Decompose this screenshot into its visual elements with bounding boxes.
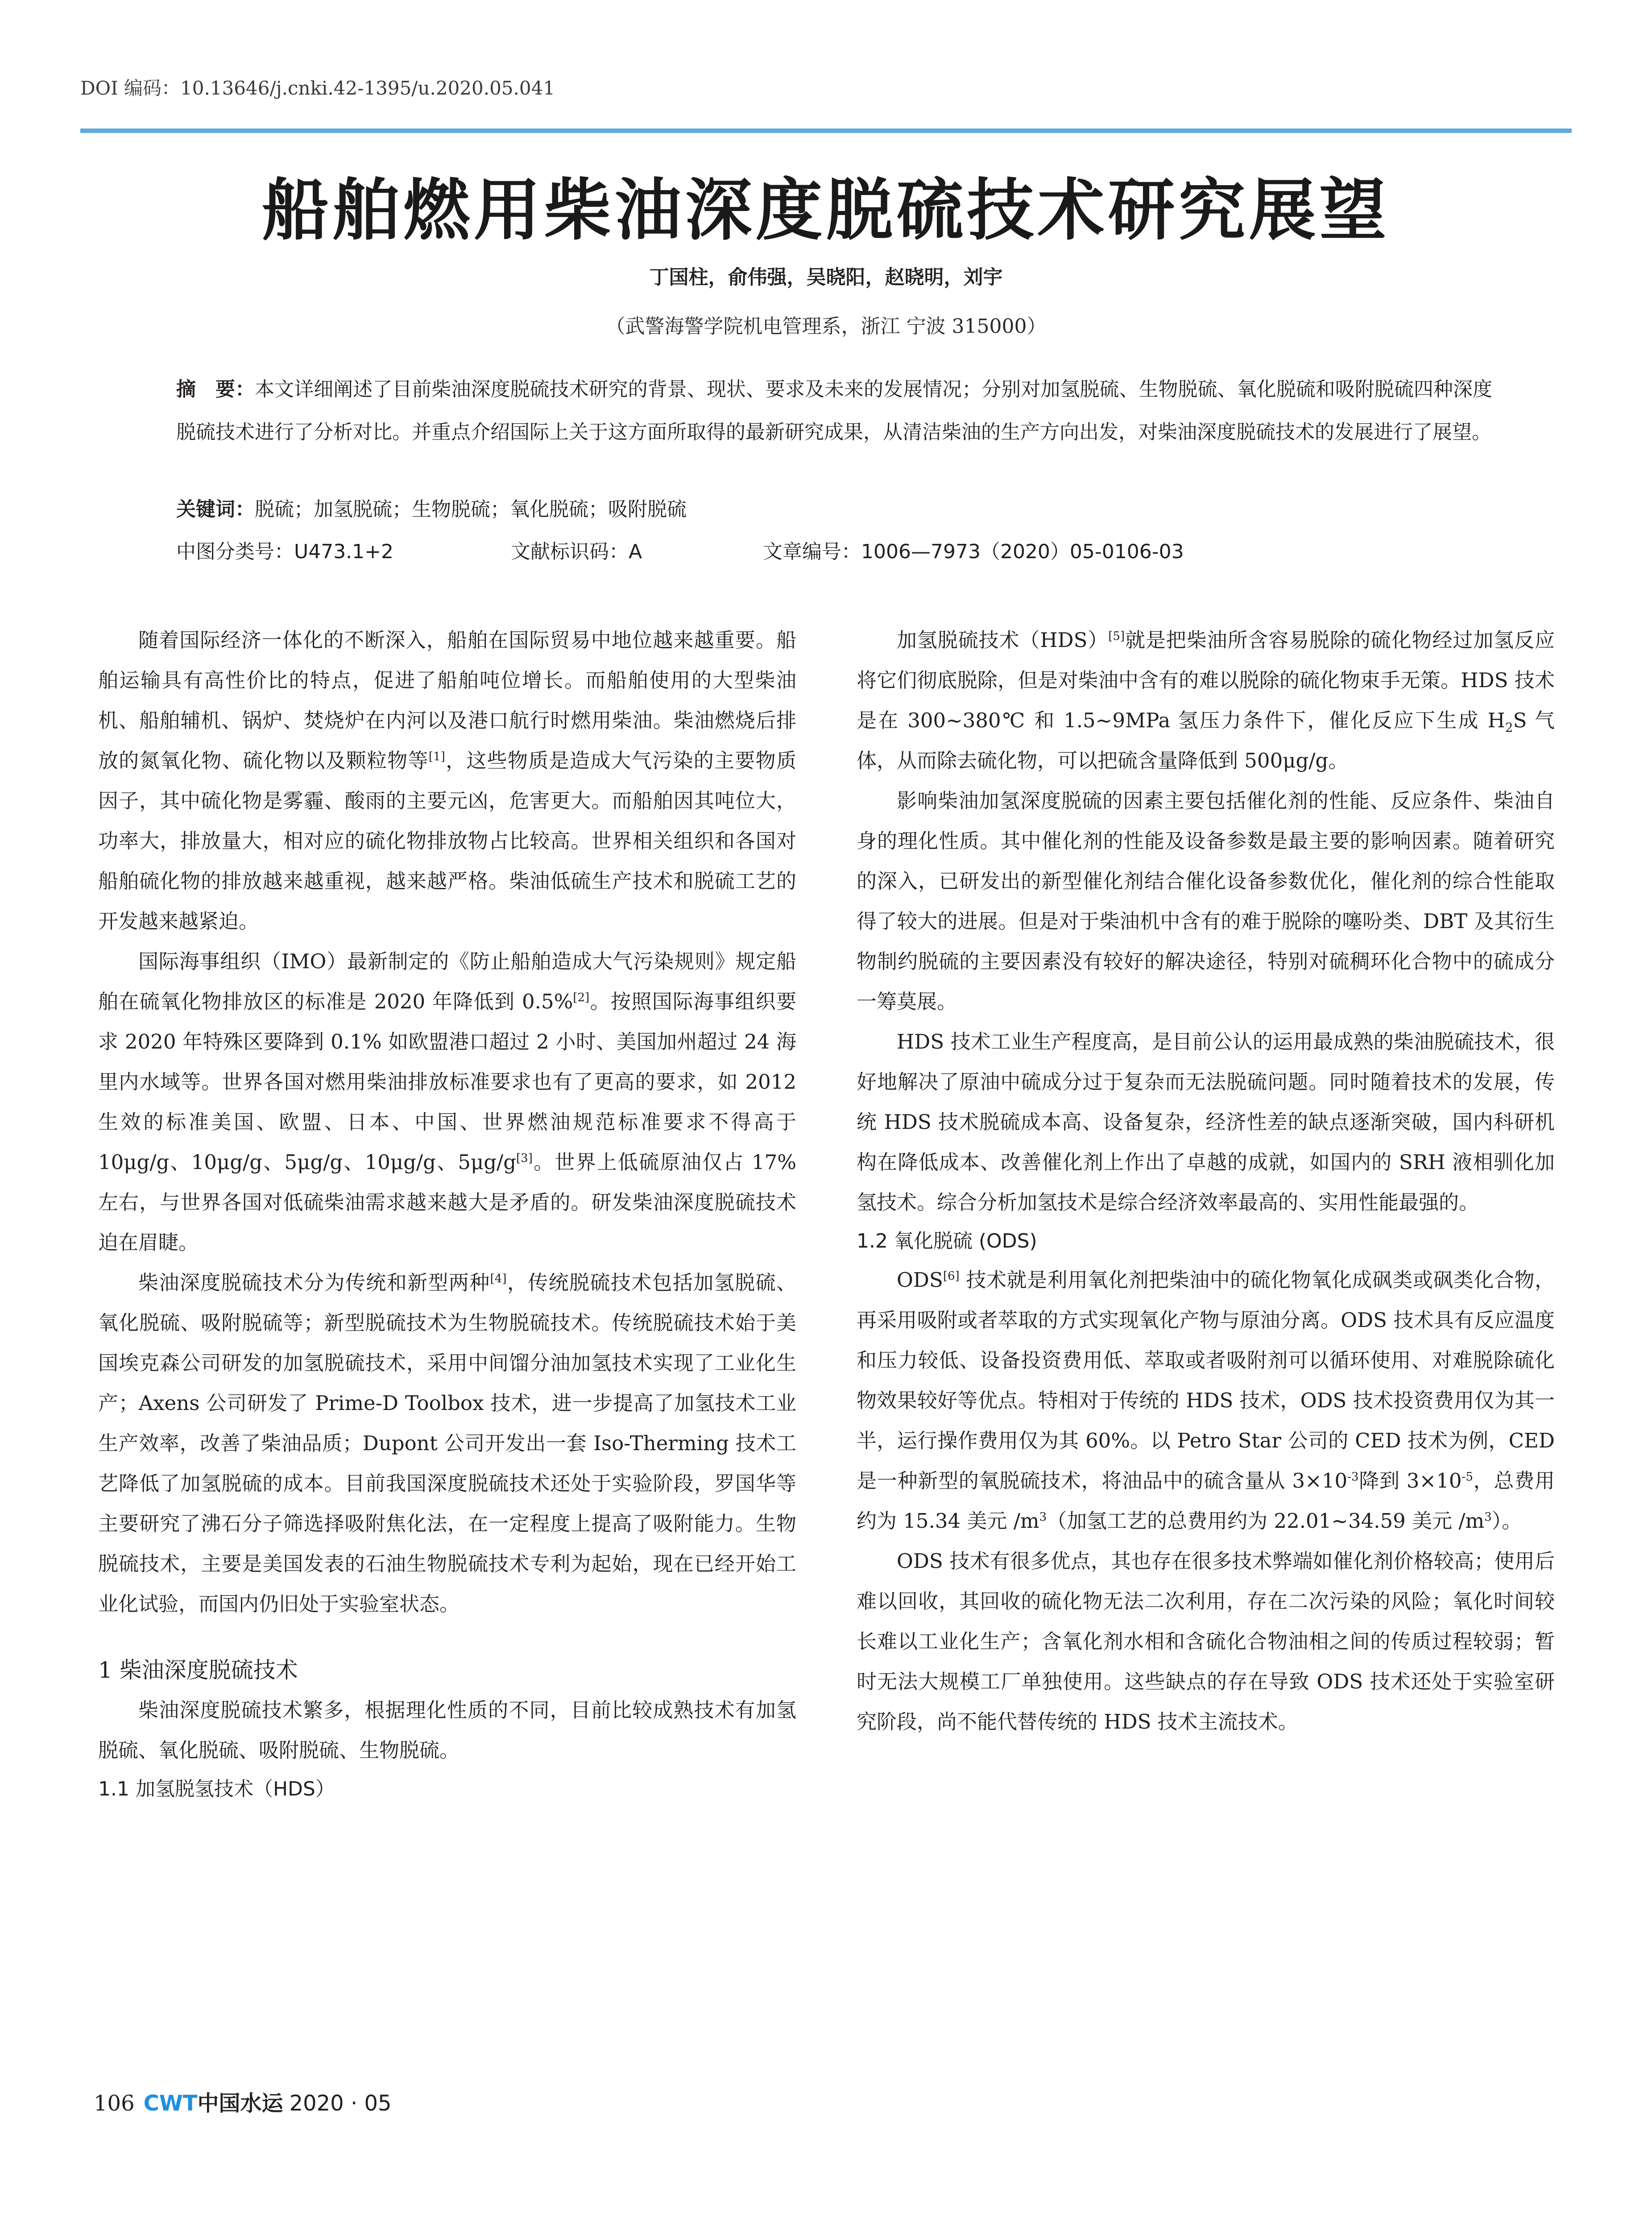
subsection-heading: 1.1 加氢脱氢技术（HDS） <box>98 1778 335 1800</box>
abstract-label: 摘 要： <box>176 378 255 401</box>
abstract-text: 本文详细阐述了目前柴油深度脱硫技术研究的背景、现状、要求及未来的发展情况；分别对加氢脱硫、生物脱硫、氧化脱硫和吸附脱硫四种深度脱硫技术进行了分析对比。并重点介绍国际上关于这方面所取得的最新研究成果，从清洁柴油的生产方向出发，对柴油深度脱硫技术的发展进行了展望。 <box>176 378 1492 444</box>
section-heading: 1 柴油深度脱硫技术 <box>98 1657 298 1683</box>
paragraph: 加氢脱硫技术（HDS）[5]就是把柴油所含容易脱除的硫化物经过加氢反应将它们彻底脱除，但是对柴油中含有的难以脱除的硫化物束手无策。HDS 技术是在 300~380℃ 和 1.5~9MPa 氢压力条件下，催化反应下生成 $H_2S$ 气体，从而除去硫化物，可以把硫含量降低到 500μg/g。 <box>857 628 1555 772</box>
journal-name: 中国水运 <box>197 2091 283 2116</box>
article-number: 文章编号：1006—7973（2020）05-0106-03 <box>763 540 1184 563</box>
doi-line: DOI 编码：10.13646/j.cnki.42-1395/u.2020.05.041 <box>80 77 555 99</box>
abstract <box>176 368 1492 454</box>
author-list: 丁国柱，俞伟强，吴晓阳，赵晓明，刘宇 <box>649 266 1003 289</box>
citation[interactable]: [4] <box>490 1272 507 1286</box>
right-column <box>857 620 1555 1742</box>
paragraph: 柴油深度脱硫技术分为传统和新型两种[4]，传统脱硫技术包括加氢脱硫、氧化脱硫、吸附脱硫等；新型脱硫技术为生物脱硫技术。传统脱硫技术始于美国埃克森公司研发的加氢脱硫技术，采用中间馏分油加氢技术实现了工业化生产；Axens 公司研发了 Prime-D Toolbox 技术，进一步提高了加氢技术工业生产效率，改善了柴油品质；Dupont 公司开发出一套 Iso-Therming 技术工艺降低了加氢脱硫的成本。目前我国深度脱硫技术还处于实验阶段，罗国华等主要研究了沸石分子筛选择吸附焦化法，在一定程度上提高了吸附能力。生物脱硫技术，主要是美国发表的石油生物脱硫技术专利为起始，现在已经开始工业化试验，而国内仍旧处于实验室状态。 <box>98 1271 796 1616</box>
paragraph: 随着国际经济一体化的不断深入，船舶在国际贸易中地位越来越重要。船舶运输具有高性价比的特点，促进了船舶吨位增长。而船舶使用的大型柴油机、船舶辅机、锅炉、焚烧炉在内河以及港口航行时燃用柴油。柴油燃烧后排放的氮氧化物、硫化物以及颗粒物等[1]，这些物质是造成大气污染的主要物质因子，其中硫化物是雾霾、酸雨的主要元凶，危害更大。而船舶因其吨位大，功率大，排放量大，相对应的硫化物排放物占比较高。世界相关组织和各国对船舶硫化物的排放越来越重视，越来越严格。柴油低硫生产技术和脱硫工艺的开发越来越紧迫。 <box>98 628 796 933</box>
citation[interactable]: [2] <box>573 991 590 1004</box>
citation[interactable]: [5] <box>1108 630 1125 643</box>
paragraph: ODS 技术有很多优点，其也存在很多技术弊端如催化剂价格较高；使用后难以回收，其回收的硫化物无法二次利用，存在二次污染的风险；氧化时间较长难以工业化生产；含氧化剂水相和含硫化合物油相之间的传质过程较弱；暂时无法大规模工厂单独使用。这些缺点的存在导致 ODS 技术还处于实验室研究阶段，尚不能代替传统的 HDS 技术主流技术。 <box>857 1549 1555 1733</box>
page-number: 106 <box>94 2091 135 2116</box>
document-code: 文献标识码：A <box>511 540 642 563</box>
keywords-text: 脱硫；加氢脱硫；生物脱硫；氧化脱硫；吸附脱硫 <box>255 498 687 521</box>
left-column <box>98 620 796 1808</box>
keywords <box>176 493 687 522</box>
paragraph: HDS 技术工业生产程度高，是目前公认的运用最成熟的柴油脱硫技术，很好地解决了原油中硫成分过于复杂而无法脱硫问题。同时随着技术的发展，传统 HDS 技术脱硫成本高、设备复杂，经济性差的缺点逐渐突破，国内科研机构在降低成本、改善催化剂上作出了卓越的成就，如国内的 SRH 液相驯化加氢技术。综合分析加氢技术是综合经济效率最高的、实用性能最强的。 <box>857 1030 1555 1214</box>
article-title: 船舶燃用柴油深度脱硫技术研究展望 <box>262 171 1390 249</box>
page-footer <box>94 2086 392 2117</box>
affiliation: （武警海警学院机电管理系，浙江 宁波 315000） <box>605 315 1047 338</box>
paragraph: 柴油深度脱硫技术繁多，根据理化性质的不同，目前比较成熟技术有加氢脱硫、氧化脱硫、吸附脱硫、生物脱硫。 <box>98 1698 796 1762</box>
citation[interactable]: [1] <box>428 750 445 763</box>
citation[interactable]: [6] <box>943 1269 960 1283</box>
paragraph: 国际海事组织（IMO）最新制定的《防止船舶造成大气污染规则》规定船舶在硫氧化物排放区的标准是 2020 年降低到 0.5%[2]。按照国际海事组织要求 2020 年特殊区要降到 0.1% 如欧盟港口超过 2 小时、美国加州超过 24 海里内水域等。世界各国对燃用柴油排放标准要求也有了更高的要求，如 2012 生效的标准美国、欧盟、日本、中国、世界燃油规范标准要求不得高于 10μg/g、10μg/g、5μg/g、10μg/g、5μg/g[3]。世界上低硫原油仅占 17% 左右，与世界各国对低硫柴油需求越来越大是矛盾的。研发柴油深度脱硫技术迫在眉睫。 <box>98 950 797 1254</box>
clc-number: 中图分类号：U473.1+2 <box>176 540 394 563</box>
subsection-heading: 1.2 氧化脱硫 (ODS) <box>857 1230 1037 1252</box>
keywords-label: 关键词： <box>176 498 255 521</box>
paragraph: ODS[6] 技术就是利用氧化剂把柴油中的硫化物氧化成砜类或砜类化合物，再采用吸附或者萃取的方式实现氧化产物与原油分离。ODS 技术具有反应温度和压力较低、设备投资费用低、萃取或者吸附剂可以循环使用、对难脱除硫化物效果较好等优点。特相对于传统的 HDS 技术，ODS 技术投资费用仅为其一半，运行操作费用仅为其 60%。以 Petro Star 公司的 CED 技术为例，CED 是一种新型的氧脱硫技术，将油品中的硫含量从 $3\times 10^{-3}$降到 $3\times 10^{-5}$，总费用约为 15.34 美元 $/m^3$（加氢工艺的总费用约为 22.01~34.59 美元 $/m^3$）。 <box>857 1268 1555 1533</box>
journal-logo: CWT <box>143 2091 198 2116</box>
header-rule <box>80 129 1572 133</box>
paragraph: 影响柴油加氢深度脱硫的因素主要包括催化剂的性能、反应条件、柴油自身的理化性质。其中催化剂的性能及设备参数是最主要的影响因素。随着研究的深入，已研发出的新型催化剂结合催化设备参数优化，催化剂的综合性能取得了较大的进展。但是对于柴油机中含有的难于脱除的噻吩类、DBT 及其衍生物制约脱硫的主要因素没有较好的解决途径，特别对硫稠环化合物中的硫成分一筹莫展。 <box>857 789 1555 1013</box>
issue-date: 2020 · 05 <box>289 2091 392 2116</box>
citation[interactable]: [3] <box>516 1152 533 1165</box>
